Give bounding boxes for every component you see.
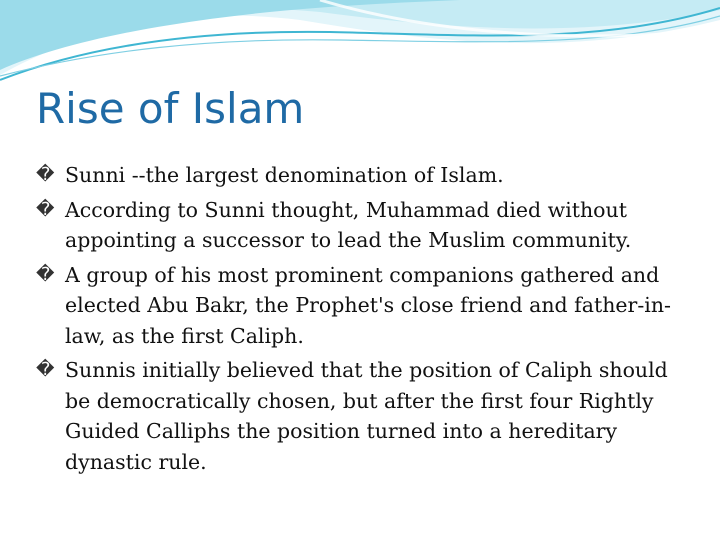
bullet-text: Sunnis initially believed that the position of Caliph should be democratically chosen, but after the first four Rightly Guided Calliphs the position turned into a hereditary dynastic rule. (65, 358, 668, 474)
bullet-item (36, 160, 676, 191)
bullet-text: A group of his most prominent companions gathered and elected Abu Bakr, the Prophet's close friend and father-in-law, as the first Caliph. (65, 262, 671, 348)
bullet-list (36, 160, 676, 481)
bullet-marker-icon: � (36, 164, 55, 185)
bullet-marker-icon: � (36, 263, 55, 285)
bullet-item (36, 260, 676, 352)
bullet-text: According to Sunni thought, Muhammad died without appointing a successor to lead the Muslim community. (65, 197, 632, 252)
bullet-item (36, 195, 676, 256)
bullet-marker-icon: � (36, 359, 55, 380)
header-wave-decoration (0, 0, 720, 90)
bullet-item (36, 355, 676, 477)
bullet-text: Sunni --the largest denomination of Islam. (65, 163, 504, 187)
bullet-marker-icon: � (36, 198, 55, 220)
slide-title: Rise of Islam (36, 84, 305, 133)
